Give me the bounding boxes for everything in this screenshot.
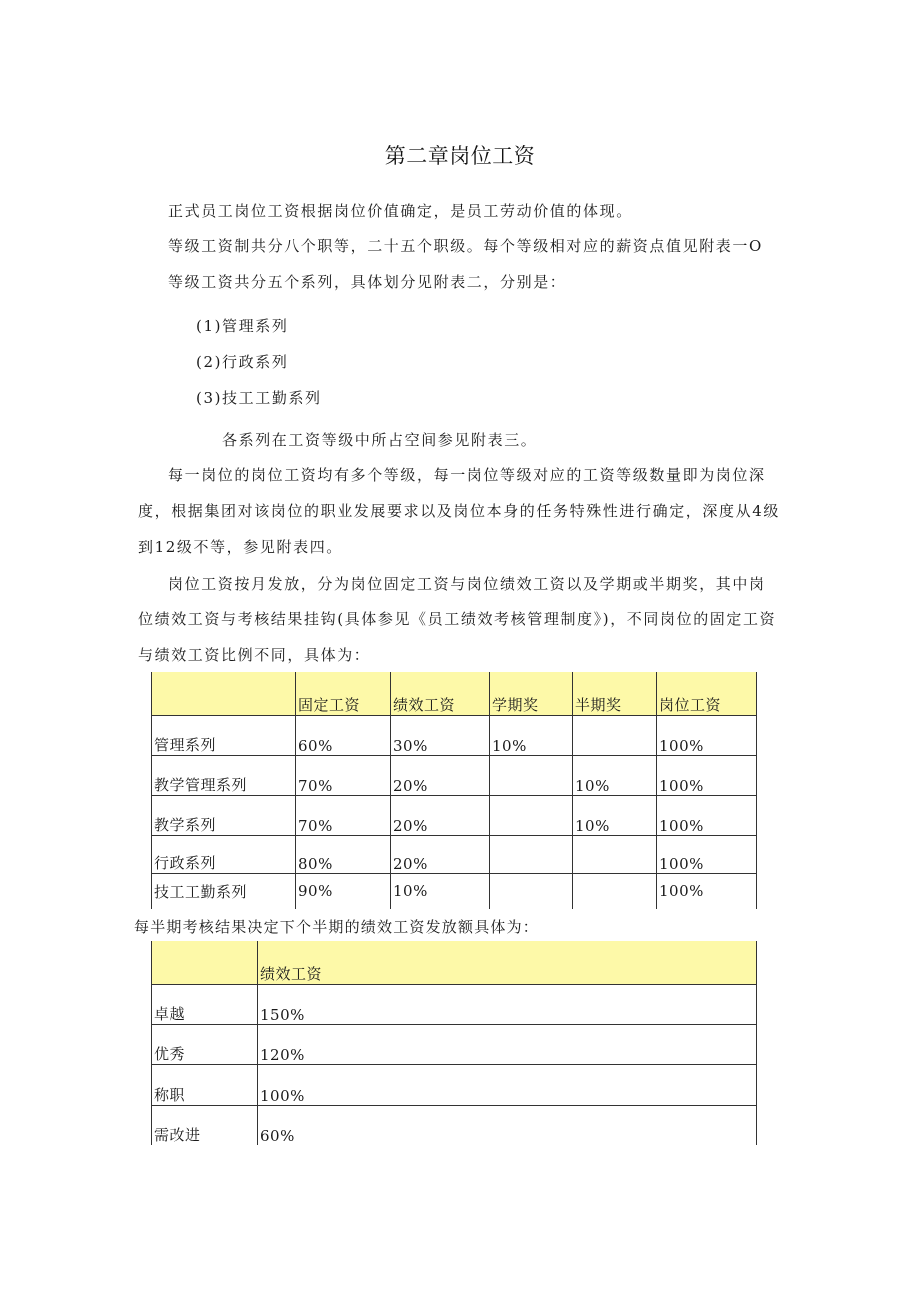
table-cell: 80% <box>296 835 391 873</box>
table-cell: 90% <box>296 873 391 909</box>
paragraph-6-line-2: 位绩效工资与考核结果挂钩(具体参见《员工绩效考核管理制度》)，不同岗位的固定工资 <box>138 610 777 628</box>
list-item-1: (1)管理系列 <box>196 317 289 335</box>
paragraph-5-line-2: 度，根据集团对该岗位的职业发展要求以及岗位本身的任务特殊性进行确定，深度从4级 <box>138 502 780 520</box>
table-row <box>152 873 757 909</box>
paragraph-5-line-3: 到12级不等，参见附表四。 <box>138 538 343 556</box>
table-row <box>152 755 757 795</box>
table-cell <box>573 835 657 873</box>
header-cell: 绩效工资 <box>258 941 757 984</box>
table-row <box>152 1105 757 1145</box>
header-cell <box>152 941 258 984</box>
paragraph-7: 每半期考核结果决定下个半期的绩效工资发放额具体为： <box>134 918 540 936</box>
paragraph-5-line-1: 每一岗位的岗位工资均有多个等级，每一岗位等级对应的工资等级数量即为岗位深 <box>168 466 766 484</box>
header-cell: 学期奖 <box>490 672 573 715</box>
table-cell: 60% <box>296 715 391 755</box>
header-cell: 固定工资 <box>296 672 391 715</box>
table-cell: 30% <box>391 715 490 755</box>
table-cell: 管理系列 <box>152 715 296 755</box>
table-cell: 70% <box>296 795 391 835</box>
table-cell: 100% <box>657 873 757 909</box>
paragraph-3: 等级工资共分五个系列，具体划分见附表二，分别是： <box>168 273 567 291</box>
header-cell: 岗位工资 <box>657 672 757 715</box>
paragraph-6-line-3: 与绩效工资比例不同，具体为： <box>138 646 371 664</box>
table-header-row <box>152 941 757 984</box>
table-cell: 70% <box>296 755 391 795</box>
table-cell <box>490 835 573 873</box>
table-cell: 技工工勤系列 <box>152 873 296 909</box>
salary-ratio-table <box>151 672 757 909</box>
table-cell: 10% <box>391 873 490 909</box>
performance-pay-table <box>151 941 757 1145</box>
chapter-title: 第二章岗位工资 <box>384 144 536 168</box>
list-item-3: (3)技工工勤系列 <box>196 389 322 407</box>
table-row <box>152 984 757 1024</box>
table-cell: 教学系列 <box>152 795 296 835</box>
table-cell: 行政系列 <box>152 835 296 873</box>
table-row <box>152 835 757 873</box>
table-cell: 需改进 <box>152 1105 258 1145</box>
table-header-row <box>152 672 757 715</box>
table-row <box>152 795 757 835</box>
table-row <box>152 1024 757 1064</box>
header-cell: 半期奖 <box>573 672 657 715</box>
header-cell: 绩效工资 <box>391 672 490 715</box>
table-cell: 10% <box>490 715 573 755</box>
table-cell: 10% <box>573 795 657 835</box>
table-cell: 教学管理系列 <box>152 755 296 795</box>
table-cell: 20% <box>391 795 490 835</box>
header-cell <box>152 672 296 715</box>
table-cell <box>490 795 573 835</box>
paragraph-4: 各系列在工资等级中所占空间参见附表三。 <box>222 431 538 449</box>
table-cell: 20% <box>391 835 490 873</box>
paragraph-1: 正式员工岗位工资根据岗位价值确定，是员工劳动价值的体现。 <box>168 202 633 220</box>
table-row <box>152 1064 757 1105</box>
table-cell: 10% <box>573 755 657 795</box>
list-item-2: (2)行政系列 <box>196 353 289 371</box>
table-cell: 20% <box>391 755 490 795</box>
table-cell: 120% <box>258 1024 757 1064</box>
table-cell: 卓越 <box>152 984 258 1024</box>
table-cell: 60% <box>258 1105 757 1145</box>
table-cell: 优秀 <box>152 1024 258 1064</box>
paragraph-6-line-1: 岗位工资按月发放，分为岗位固定工资与岗位绩效工资以及学期或半期奖，其中岗 <box>168 575 766 593</box>
table-cell: 100% <box>657 715 757 755</box>
table-cell <box>573 715 657 755</box>
table-cell: 100% <box>657 835 757 873</box>
table-cell: 150% <box>258 984 757 1024</box>
table-cell <box>490 873 573 909</box>
table-cell <box>490 755 573 795</box>
table-cell: 称职 <box>152 1064 258 1105</box>
table-row <box>152 715 757 755</box>
table-cell <box>573 873 657 909</box>
table-cell: 100% <box>657 795 757 835</box>
paragraph-2: 等级工资制共分八个职等，二十五个职级。每个等级相对应的薪资点值见附表一O <box>168 237 763 255</box>
table-cell: 100% <box>258 1064 757 1105</box>
table-cell: 100% <box>657 755 757 795</box>
